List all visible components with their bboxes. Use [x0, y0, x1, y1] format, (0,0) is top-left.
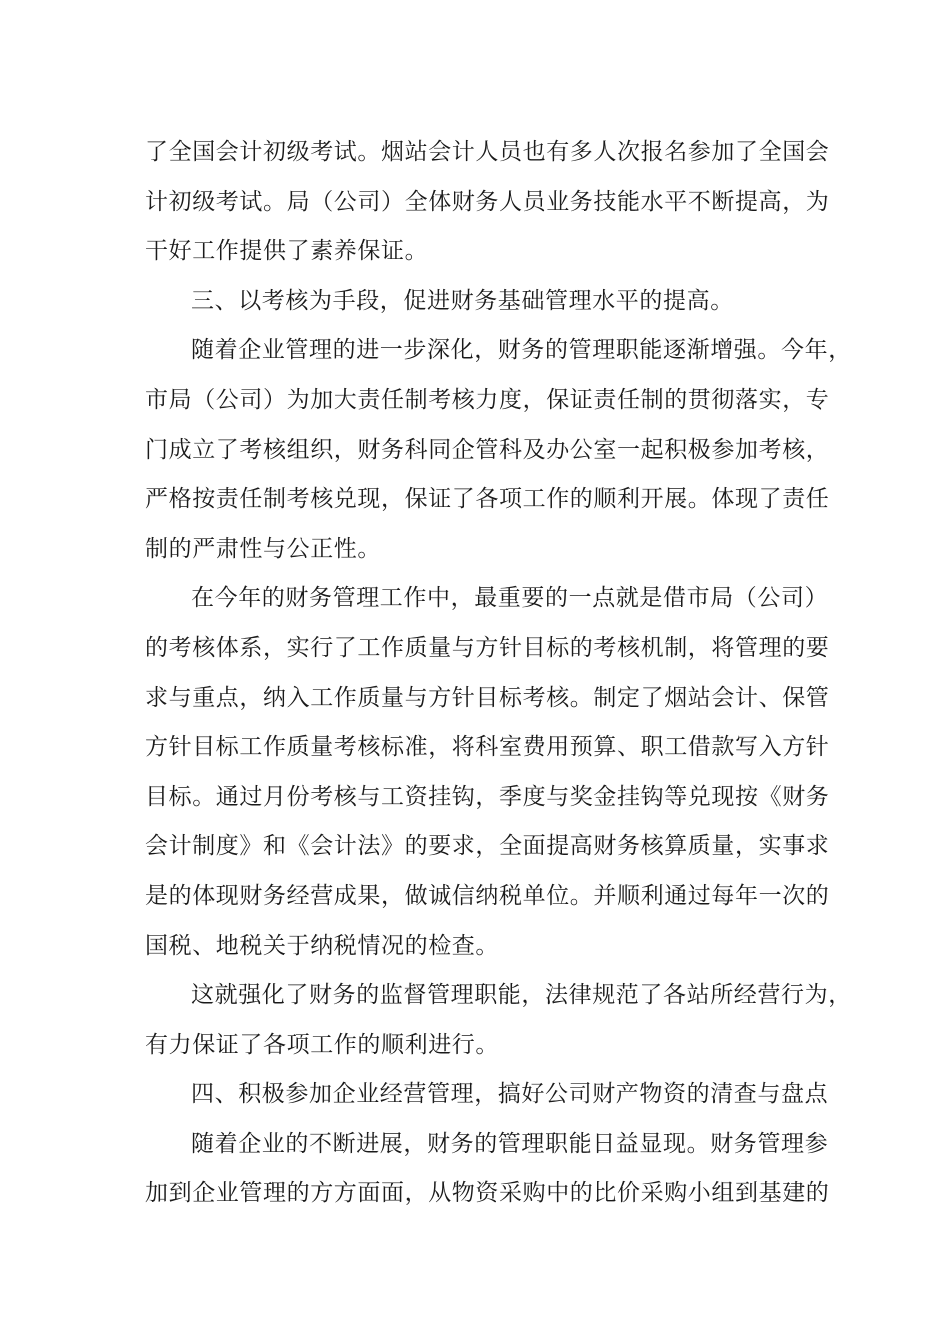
text-line: 随着企业管理的进一步深化，财务的管理职能逐渐增强。今年， [191, 337, 852, 364]
text-line: 随着企业的不断进展，财务的管理职能日益显现。财务管理参 [191, 1130, 829, 1157]
text-line: 这就强化了财务的监督管理职能，法律规范了各站所经营行为， [191, 982, 852, 1009]
section-heading: 三、以考核为手段，促进财务基础管理水平的提高。 [191, 287, 734, 314]
text-line: 门成立了考核组织，财务科同企管科及办公室一起积极参加考核， [145, 436, 830, 463]
text-line: 加到企业管理的方方面面，从物资采购中的比价采购小组到基建的 [145, 1180, 830, 1207]
section-heading: 四、积极参加企业经营管理，搞好公司财产物资的清查与盘点 [191, 1081, 829, 1108]
text-line: 会计制度》和《会计法》的要求，全面提高财务核算质量，实事求 [145, 833, 830, 860]
text-line: 目标。通过月份考核与工资挂钩，季度与奖金挂钩等兑现按《财务 [145, 783, 830, 810]
document-body [145, 128, 852, 1219]
text-line: 国税、地税关于纳税情况的检查。 [145, 932, 499, 959]
text-line: 在今年的财务管理工作中，最重要的一点就是借市局（公司） [191, 585, 829, 612]
text-line: 是的体现财务经营成果，做诚信纳税单位。并顺利通过每年一次的 [145, 882, 830, 909]
text-line: 干好工作提供了素养保证。 [145, 238, 429, 265]
text-line: 的考核体系，实行了工作质量与方针目标的考核机制，将管理的要 [145, 634, 830, 661]
text-line: 方针目标工作质量考核标准，将科室费用预算、职工借款写入方针 [145, 734, 830, 761]
text-line: 有力保证了各项工作的顺利进行。 [145, 1031, 499, 1058]
text-line: 制的严肃性与公正性。 [145, 535, 381, 562]
text-line: 求与重点，纳入工作质量与方针目标考核。制定了烟站会计、保管 [145, 684, 830, 711]
text-line: 市局（公司）为加大责任制考核力度，保证责任制的贯彻落实，专 [145, 386, 830, 413]
text-line: 严格按责任制考核兑现，保证了各项工作的顺利开展。体现了责任 [145, 486, 830, 513]
text-line: 了全国会计初级考试。烟站会计人员也有多人次报名参加了全国会 [145, 139, 830, 165]
text-line: 计初级考试。局（公司）全体财务人员业务技能水平不断提高，为 [145, 188, 830, 215]
